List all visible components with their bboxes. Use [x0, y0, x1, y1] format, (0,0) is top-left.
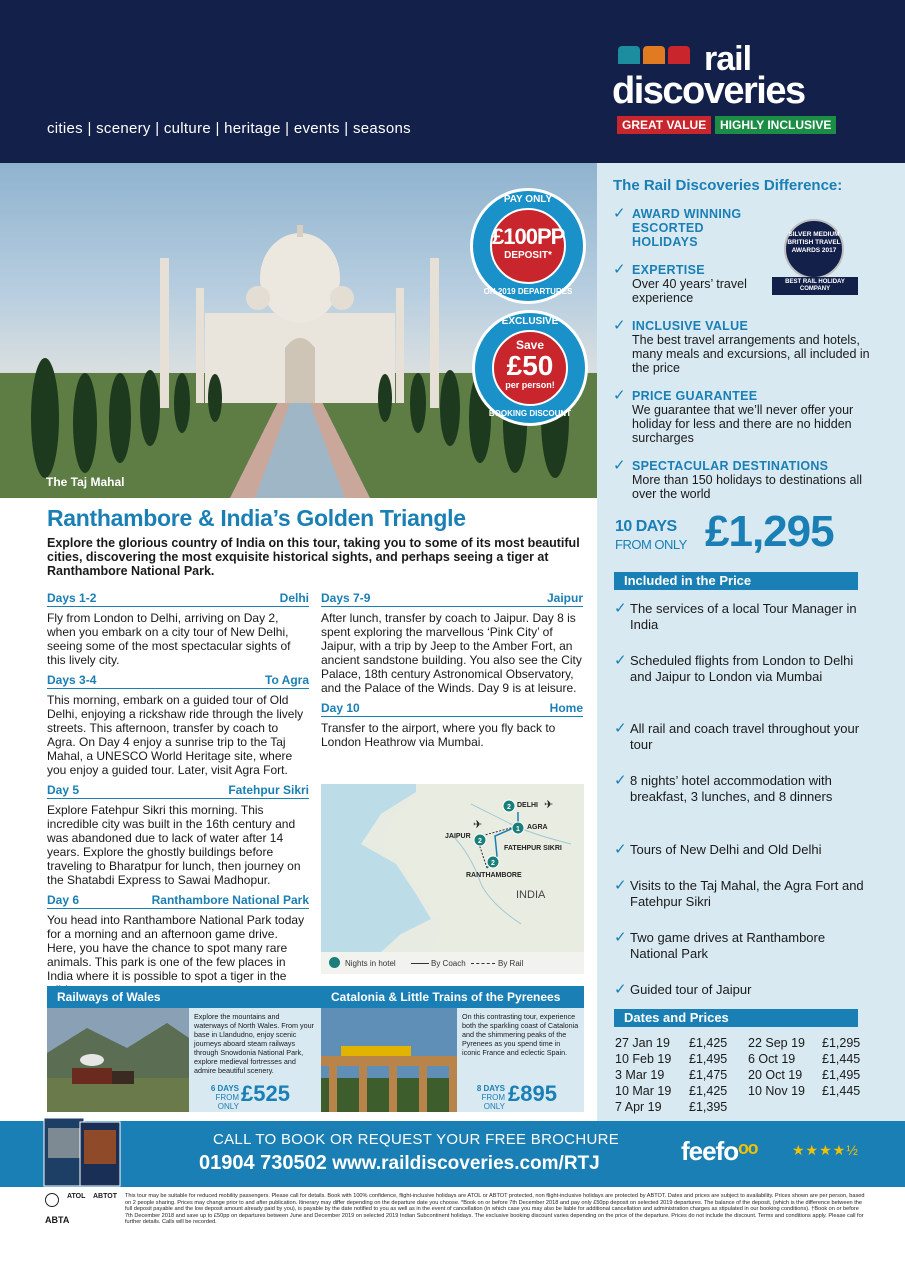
day-heading: [321, 591, 583, 607]
included-text: Visits to the Taj Mahal, the Agra Fort and Fatehpur Sikri: [630, 878, 864, 909]
cta-contact: [199, 1152, 600, 1175]
included-item: [614, 721, 864, 753]
map-label-ranthambore: RANTHAMBORE: [466, 872, 522, 879]
website-link[interactable]: www.raildiscoveries.com/RTJ: [332, 1153, 600, 1174]
promo-catalonia-pyrenees[interactable]: [321, 986, 584, 1112]
date: 10 Mar 19: [615, 1084, 672, 1098]
tour-intro: Explore the glorious country of India on this tour, taking you to some of its most beautiful cities, discovering the most exquisite historical sights, and perhaps seeing a tiger at Ranthambore National Park.: [47, 536, 580, 578]
price-from: FROM ONLY: [615, 537, 687, 552]
sidebar: [597, 163, 905, 1121]
difference-text: The best travel arrangements and hotels, many meals and excursions, all included in the price: [632, 333, 870, 375]
difference-heading: PRICE GUARANTEE: [632, 389, 758, 403]
included-item: [614, 982, 864, 998]
difference-item: [613, 263, 763, 305]
date-row: [615, 1083, 865, 1099]
check-icon: ✓: [614, 600, 627, 617]
promo-from: FROM ONLY: [481, 1093, 505, 1111]
day-text: This morning, embark on a guided tour of Old Delhi, enjoying a rickshaw ride through the lively streets. This afternoon, transfer by coach to Agra. On Day 4 enjoy a sunrise trip to the Taj Mahal, a UNESCO World Heritage site, where you enjoy a guided tour. Later, visit Agra Fort.: [47, 693, 304, 777]
discount-badge: [472, 310, 588, 426]
date: 27 Jan 19: [615, 1036, 670, 1050]
discount-badge-ring-top: EXCLUSIVE: [501, 316, 559, 327]
promo-price: £895: [508, 1081, 557, 1106]
itinerary-column-left: [47, 591, 309, 1003]
map-label-fatehpur-sikri: FATEHPUR SIKRI: [504, 845, 562, 852]
award-plate: BEST RAIL HOLIDAY COMPANY: [772, 277, 858, 295]
discount-badge-ring-bottom: BOOKING DISCOUNT: [488, 409, 572, 418]
itinerary-column-right: [321, 591, 583, 755]
logo-discoveries-text: discoveries: [612, 70, 805, 112]
day-number: Day 6: [47, 893, 80, 907]
price: £1,475: [689, 1068, 728, 1082]
promo-description: On this contrasting tour, experience both the sparkling coast of Catalonia and the shimmering peaks of the Pyrenees as you spend time in iconic France and eclectic Spain.: [462, 1012, 579, 1057]
map-nights: 2: [507, 804, 511, 811]
difference-text: More than 150 holidays to destinations all over the world: [632, 473, 863, 501]
logo-rail-text: rail: [704, 40, 752, 78]
day-heading: [47, 673, 309, 689]
nights-legend-icon: [329, 957, 340, 968]
airplane-icon: ✈: [473, 819, 483, 831]
day-text: Explore Fatehpur Sikri this morning. This incredible city was built in the 16th century and was abandoned due to lack of water after 14 years. Explore the ghostly buildings before traveling to Bharatpur for lunch, then journey on the Shatabdi Express to Sawai Madhopur.: [47, 803, 301, 887]
day-text: Transfer to the airport, where you fly back to London Heathrow via Mumbai.: [321, 721, 556, 749]
promo-days-value: 6 DAYS: [210, 1084, 239, 1093]
day-number: Days 1-2: [47, 591, 97, 605]
day-text: After lunch, transfer by coach to Jaipur. Day 8 is spent exploring the marvellous ‘Pink City’ of Jaipur, with a trip by Jeep to the Amber Fort, an ancient sandstone building. You also see the City Palace, 18th century Astronomical Observatory, and the Palace of the Winds. Day 9 is at leisure.: [321, 611, 582, 695]
included-header: Included in the Price: [614, 572, 858, 590]
included-text: Guided tour of Jaipur: [630, 982, 752, 997]
date: 6 Oct 19: [748, 1052, 796, 1066]
day-number: Days 7-9: [321, 591, 371, 605]
included-item: [614, 601, 864, 633]
difference-item: [613, 207, 763, 249]
header-banner: [0, 0, 905, 163]
price-amount: £1,295: [705, 507, 834, 556]
wales-train-photo: [47, 1008, 189, 1112]
check-icon: ✓: [614, 929, 627, 946]
dates-prices-header: Dates and Prices: [614, 1009, 858, 1027]
day-heading: [47, 591, 309, 607]
highly-inclusive-label: HIGHLY INCLUSIVE: [715, 116, 836, 134]
atol-logo: ATOL: [67, 1193, 86, 1200]
price: £1,495: [822, 1068, 861, 1082]
rail-line-icon: [471, 963, 495, 964]
included-text: Tours of New Delhi and Old Delhi: [630, 842, 822, 857]
abta-logo: ABTA: [45, 1215, 70, 1225]
price: £1,295: [822, 1036, 861, 1050]
legend-coach: By Coach: [431, 959, 466, 968]
promo-railways-of-wales[interactable]: [47, 986, 321, 1112]
included-text: Scheduled flights from London to Delhi and Jaipur to London via Mumbai: [630, 653, 854, 684]
map-label-agra: AGRA: [527, 824, 548, 831]
deposit-amount: £100PP: [492, 224, 565, 249]
rail-discoveries-logo[interactable]: [612, 40, 862, 140]
date: 10 Feb 19: [615, 1052, 672, 1066]
price: £1,495: [689, 1052, 728, 1066]
abtot-logo: ABTOT: [93, 1193, 117, 1200]
brochure-covers-image: [42, 1114, 122, 1188]
price: £1,425: [689, 1084, 728, 1098]
call-to-action-bar: [0, 1121, 905, 1187]
discount-per-person: per person!: [505, 380, 555, 390]
day-text: You head into Ranthambore National Park today for a morning and an afternoon game drive. Here, you have the chance to spot many rare animals. This park is one of the few places in India where it is possible to spot a tiger in the: [47, 913, 305, 983]
tour-title: Ranthambore & India’s Golden Triangle: [47, 505, 466, 531]
check-icon: ✓: [613, 387, 626, 404]
airplane-icon: ✈: [544, 799, 554, 811]
dates-prices-table: [615, 1035, 865, 1115]
map-geography: [321, 784, 584, 974]
date-row: [615, 1035, 865, 1051]
great-value-label: GREAT VALUE: [617, 116, 711, 134]
check-icon: ✓: [613, 205, 626, 222]
difference-item: [613, 319, 873, 375]
deposit-badge-ring-top: PAY ONLY: [503, 194, 553, 205]
tagline: cities | scenery | culture | heritage | events | seasons: [47, 120, 411, 137]
difference-text: Over 40 years’ travel experience: [632, 277, 747, 305]
promo-from: FROM ONLY: [215, 1093, 239, 1111]
day-text: Fly from London to Delhi, arriving on Day 2, when you embark on a city tour of New Delhi, seeing some of the most spectacular sights of this lively city.: [47, 611, 291, 667]
included-text: Two game drives at Ranthambore National Park: [630, 930, 826, 961]
difference-heading: SPECTACULAR DESTINATIONS: [632, 459, 829, 473]
feefo-logo[interactable]: [681, 1136, 757, 1167]
map-legend: [321, 952, 584, 974]
coach-line-icon: [411, 963, 429, 964]
price: £1,395: [689, 1100, 728, 1114]
included-item: [614, 653, 864, 685]
included-text: All rail and coach travel throughout your tour: [630, 721, 860, 752]
pyrenees-viaduct-photo: [321, 1008, 457, 1112]
day-place: Ranthambore National Park: [151, 893, 309, 907]
date: 3 Mar 19: [615, 1068, 665, 1082]
deposit-badge: [470, 188, 586, 304]
date-row: [615, 1051, 865, 1067]
discount-save: Save: [515, 338, 545, 352]
day-number: Day 10: [321, 701, 360, 715]
difference-heading: EXPERTISE: [632, 263, 705, 277]
price: £1,445: [822, 1052, 861, 1066]
check-icon: ✓: [613, 457, 626, 474]
accessibility-icon: [45, 1193, 59, 1207]
included-text: 8 nights’ hotel accommodation with breakfast, 3 lunches, and 8 dinners: [630, 773, 833, 804]
included-text: The services of a local Tour Manager in India: [630, 601, 857, 632]
feefo-eyes-icon: ᵒᵒ: [738, 1136, 758, 1166]
day-heading: [47, 783, 309, 799]
check-icon: ✓: [614, 772, 627, 789]
included-item: [614, 773, 864, 805]
day-place: Fatehpur Sikri: [228, 783, 309, 797]
discount-amount: £50: [506, 350, 554, 381]
promo-days: [461, 1084, 505, 1111]
price-days: 10 DAYS: [615, 518, 677, 535]
promo-description: Explore the mountains and waterways of North Wales. From your base in Llandudno, enjoy scenic journeys aboard steam railways through Snowdonia National Park, explore medieval fortresses and admire beautiful scenery.: [194, 1012, 314, 1075]
deposit-label: DEPOSIT*: [504, 250, 552, 261]
date: 22 Sep 19: [748, 1036, 805, 1050]
award-medal-icon: SILVER MEDIUM BRITISH TRAVEL AWARDS 2017: [784, 219, 844, 279]
day-number: Day 5: [47, 783, 80, 797]
difference-text: We guarantee that we’ll never offer your holiday for less and there are no hidden surcharges: [632, 403, 854, 445]
date: 7 Apr 19: [615, 1100, 662, 1114]
difference-item: [613, 389, 873, 445]
included-item: [614, 930, 864, 962]
british-travel-award: [772, 219, 858, 297]
logo-carriages-icon: [618, 46, 690, 64]
small-print: This tour may be suitable for reduced mobility passengers. Please call for details. Book with 100% confidence, flight-inclusive holidays are ATOL or ABTOT protected, non flight-inclusive holidays are protected by ABTOT. Dates and prices are subject to availability. Prices shown are per person, based on 2 people sharing. Prices may change prior to and after publication. Itinerary may differ depending on the departure date you choose. *Book on or before 7th December 2018 and pay only £50pp deposit on selected 2019 departures. The balance of the deposit, (which is the difference between the full deposit payable and the low deposit amount already paid by you), is payable by the date notified to you as well as in the event of cancellation (in which case you may also be liable for additional cancellation and administration charges as stipulated in our booking conditions). †Book on or before 7th December 2018 and save up to £50pp on departures between June and December 2019 on selected 2019 Indian Subcontinent holidays. The exclusive booking discount varies depending on the price of the departure. Prices do not include the discount. Terms and conditions apply. Please call for further details. Calls will be recorded.: [125, 1193, 865, 1226]
date: 20 Oct 19: [748, 1068, 803, 1082]
feefo-wordmark: feefo: [681, 1136, 739, 1166]
price: £1,445: [822, 1084, 861, 1098]
promo-title: Railways of Wales: [47, 986, 321, 1008]
check-icon: ✓: [614, 981, 627, 998]
date: 10 Nov 19: [748, 1084, 805, 1098]
check-icon: ✓: [614, 841, 627, 858]
footer: [0, 1187, 905, 1280]
sidebar-title: The Rail Discoveries Difference:: [613, 177, 843, 194]
map-nights: 2: [491, 860, 495, 867]
price: £1,425: [689, 1036, 728, 1050]
promo-days-value: 8 DAYS: [476, 1084, 505, 1093]
included-item: [614, 842, 864, 858]
day-heading: [47, 893, 309, 909]
phone-number[interactable]: 01904 730502: [199, 1152, 327, 1174]
rating-stars: ★★★★½: [792, 1142, 859, 1158]
legend-nights: Nights in hotel: [345, 959, 396, 968]
deposit-badge-ring-bottom: ON 2019 DEPARTURES: [483, 287, 573, 296]
photo-caption: The Taj Mahal: [46, 475, 125, 489]
day-place: Delhi: [279, 591, 309, 605]
promo-days: [197, 1084, 239, 1111]
check-icon: ✓: [614, 720, 627, 737]
check-icon: ✓: [613, 317, 626, 334]
map-nights: 2: [478, 838, 482, 845]
included-item: [614, 878, 864, 910]
date-row: [615, 1067, 865, 1083]
legend-rail: By Rail: [498, 959, 524, 968]
map-nights: 1: [516, 826, 520, 833]
check-icon: ✓: [614, 652, 627, 669]
day-place: To Agra: [265, 673, 309, 687]
map-label-india: INDIA: [516, 889, 546, 901]
day-place: Jaipur: [546, 591, 583, 605]
day-place: Home: [549, 701, 583, 715]
map-label-jaipur: JAIPUR: [445, 833, 471, 840]
day-heading: [321, 701, 583, 717]
map-label-delhi: DELHI: [517, 802, 538, 809]
route-map: [321, 784, 584, 974]
difference-heading: AWARD WINNING ESCORTED HOLIDAYS: [632, 207, 742, 249]
day-number: Days 3-4: [47, 673, 97, 687]
cta-headline: CALL TO BOOK OR REQUEST YOUR FREE BROCHURE: [213, 1131, 620, 1148]
difference-item: [613, 459, 873, 501]
promo-price: £525: [241, 1081, 290, 1106]
difference-heading: INCLUSIVE VALUE: [632, 319, 749, 333]
accreditation-logos: [45, 1193, 120, 1233]
date-row: [615, 1099, 865, 1115]
promo-title: Catalonia & Little Trains of the Pyrenees: [321, 986, 584, 1008]
check-icon: ✓: [614, 877, 627, 894]
check-icon: ✓: [613, 261, 626, 278]
